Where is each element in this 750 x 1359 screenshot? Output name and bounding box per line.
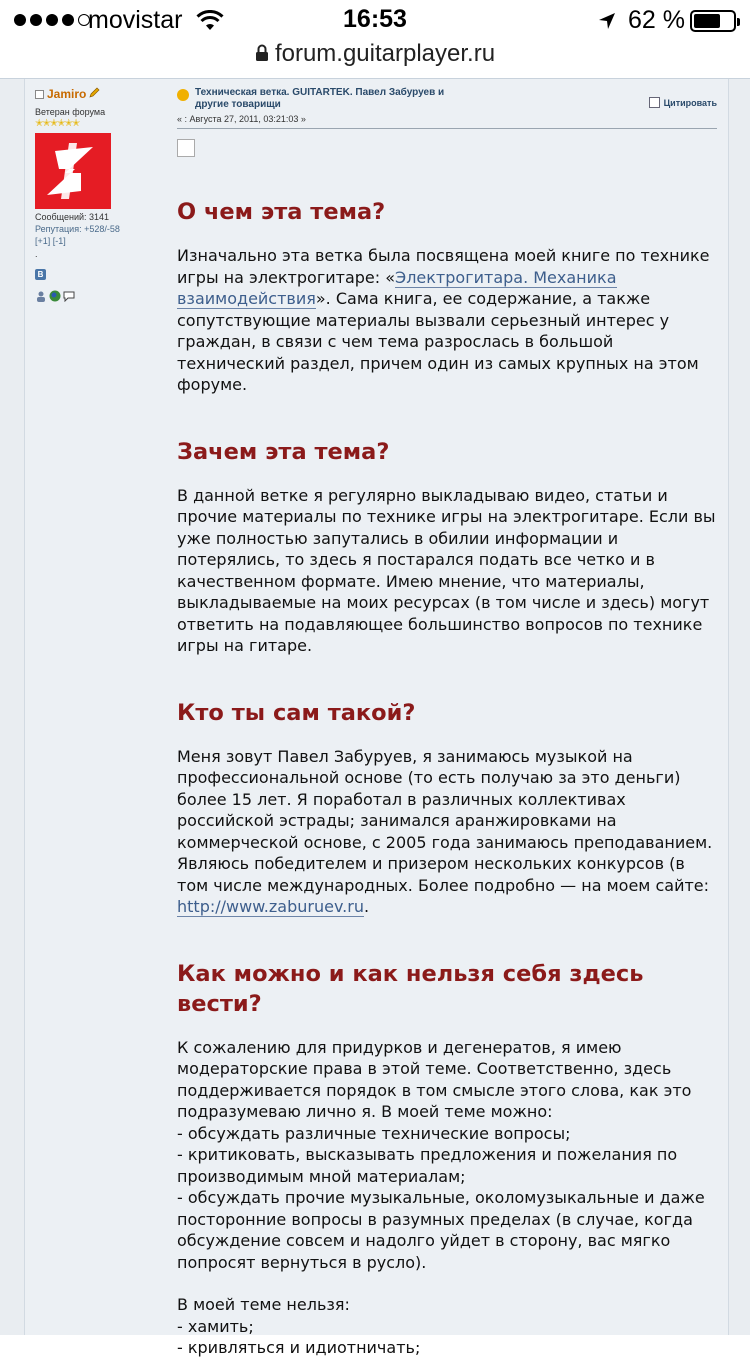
angry-smiley-icon <box>177 89 189 101</box>
location-arrow-icon <box>597 11 617 35</box>
divider <box>177 128 717 129</box>
social-icons <box>35 269 165 280</box>
quote-button[interactable] <box>649 97 717 108</box>
message-count: Сообщений: 3141 <box>35 212 110 222</box>
section-heading-who: Кто ты сам такой? <box>177 699 416 726</box>
book-link[interactable]: Электрогитара. Механика взаимодействия <box>177 267 617 308</box>
status-bar <box>0 0 750 42</box>
battery-percent: 62 % <box>628 6 685 34</box>
clock: 16:53 <box>343 5 407 33</box>
username-row <box>35 87 165 101</box>
allowed-item: - обсуждать различные технические вопросы; <box>177 1123 571 1143</box>
post-subject-link[interactable]: Техническая ветка. GUITARTEK. Павел Забуруев и другие товарищи <box>195 87 445 110</box>
forum-post <box>24 79 729 1357</box>
section-text-about: Изначально эта ветка была посвящена моей книге по технике игры на электрогитаре: «Электрогитара. Механика взаимодействия». Сама книга, ее содержание, а также сопутствующие материалы вызвали серьезный интерес у граждан, в связи с чем тема разрослась в большой технический раздел, причем один из самых крупных на этом форуме. <box>177 246 710 394</box>
separator-dot: . <box>35 249 38 259</box>
post-body <box>177 87 717 1357</box>
forbidden-intro: В моей теме нельзя: <box>177 1295 350 1314</box>
user-avatar[interactable] <box>35 133 111 209</box>
quote-icon <box>649 97 660 108</box>
section-heading-why: Зачем эта тема? <box>177 438 390 465</box>
post-date: « : Августа 27, 2011, 03:21:03 » <box>177 114 306 124</box>
karma-minus-button[interactable]: [-1] <box>52 236 66 246</box>
reputation: Репутация: +528/-58 <box>35 224 120 234</box>
offline-status-icon <box>35 90 44 99</box>
karma-plus-button[interactable]: [+1] <box>35 236 51 246</box>
profile-icon[interactable] <box>35 290 47 302</box>
lock-icon <box>255 41 269 69</box>
forbidden-item: - кривляться и идиотничать; <box>177 1338 421 1357</box>
address-bar[interactable] <box>0 40 750 76</box>
url-domain: forum.guitarplayer.ru <box>274 40 496 67</box>
section-heading-rules: Как можно и как нельзя себя здесь вести? <box>177 960 644 1017</box>
section-heading-about: О чем эта тема? <box>177 199 386 225</box>
quote-label: Цитировать <box>663 97 717 108</box>
forbidden-item: - хамить; <box>177 1316 254 1336</box>
rules-intro: К сожалению для придурков и дегенератов, я имею модераторские права в этой теме. Соответственно, здесь поддерживается порядок в том смысле этого слова, как это подразумеваю лично я. В моей теме можно: <box>177 1037 692 1121</box>
pencil-icon <box>89 87 100 101</box>
poster-info <box>35 87 165 302</box>
allowed-item: - критиковать, высказывать предложения и пожелания по производимым мной материалам; <box>177 1145 678 1186</box>
website-globe-icon[interactable] <box>49 290 61 302</box>
vk-icon[interactable]: В <box>35 269 46 280</box>
member-rank: Ветеран форума <box>35 107 106 117</box>
battery-icon <box>690 10 736 32</box>
carrier-name: movistar <box>88 6 183 34</box>
karma-buttons <box>35 236 165 246</box>
allowed-item: - обсуждать прочие музыкальные, околомузыкальные и даже посторонние вопросы в разумных пределах (в случае, когда обсуждение совсем и надолго уйдет в сторону, вас мягко попросят вернуться в русло). <box>177 1188 705 1272</box>
section-text-why: В данной ветке я регулярно выкладываю видео, статьи и прочие материалы по технике игры на электрогитаре. Если вы уже полностью запутались в обилии информации и потерялись, то здесь я постарался подать все четко и в качественном формате. Имею мнение, что материалы, выкладываемые на моих ресурсах (в том числе и здесь) могут ответить на подавляющее большинство вопросов по технике игры на гитаре. <box>177 485 716 655</box>
profile-icons <box>35 290 165 302</box>
broken-image-icon <box>177 139 195 157</box>
private-message-icon[interactable] <box>63 290 75 302</box>
post-content <box>177 197 717 1359</box>
website-link[interactable]: http://www.zaburuev.ru <box>177 897 364 916</box>
rank-stars-icon: ✭✭✭✭✭✭ <box>35 118 80 129</box>
post-subject-row <box>177 87 717 111</box>
forum-page <box>0 78 750 1357</box>
username-link[interactable]: Jamiro <box>47 87 87 101</box>
section-text-who: Меня зовут Павел Забуруев, я занимаюсь музыкой на профессиональной основе (то есть получаю за это деньги) более 15 лет. Я поработал в различных коллективах российской эстрады; занимался аранжировками на коммерческой основе, с 2005 года занимаюсь преподаванием. Являюсь победителем и призером нескольких конкурсов (в том числе международных. Более подробно — на моем сайте: http://www.zaburuev.ru. <box>177 746 713 916</box>
